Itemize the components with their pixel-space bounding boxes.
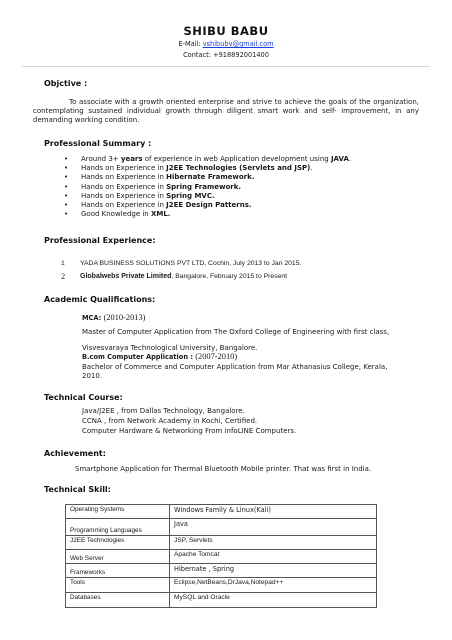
company-name: YADA BUSINESS SOLUTIONS PVT LTD [80, 260, 205, 267]
degree-bcom [82, 352, 420, 382]
table-row [66, 519, 377, 536]
table-row [66, 593, 377, 608]
degree-line: Visvesvaraya Technological University, Bangalore. [82, 344, 258, 352]
table-row [66, 505, 377, 519]
skill-value: Eclipse,NetBeans,DrJava,Notepad++ [170, 578, 377, 593]
academic-heading: Academic Qualifications: [44, 295, 156, 304]
table-row [66, 578, 377, 593]
degree-years: (2010-2013) [103, 313, 146, 322]
skill-category: Databases [66, 593, 170, 608]
resume-header [0, 24, 452, 60]
skill-value: JSP, Servlets [170, 536, 377, 550]
degree-line: Bachelor of Commerce and Computer Application from Mar Athanasius College, Kerala, [82, 362, 388, 371]
objective-heading: Objctive : [44, 79, 88, 88]
achievement-text: Smartphone Application for Thermal Bluetooth Mobile printer. That was first in India. [75, 465, 372, 473]
skill-value: Windows Family & Linux(Kali) [170, 505, 377, 519]
degree-line: 2010. [82, 372, 103, 381]
skill-category: Frameworks [66, 564, 170, 578]
table-row [66, 550, 377, 564]
skill-category: J2EE Technologies [66, 536, 170, 550]
email-line [0, 40, 452, 49]
list-item: • Hands on Experience in Spring MVC. [64, 192, 404, 201]
skill-value: Hibernate , Spring [170, 564, 377, 578]
degree-line: Master of Computer Application from The Oxford College of Engineering with first class, [82, 327, 390, 336]
skills-table [65, 504, 377, 608]
experience-number: 2 [61, 272, 66, 281]
experience-heading: Professional Experience: [44, 236, 156, 245]
course-line: Computer Hardware & Networking From infoLINE Computers. [82, 426, 297, 435]
skill-value: Apache Tomcat [170, 550, 377, 564]
course-line: CCNA , from Network Academy in Kochi, Certified. [82, 416, 258, 425]
email-label: E-Mail: [178, 40, 201, 48]
contact-label: Contact: [183, 51, 211, 59]
list-item: • Hands on Experience in J2EE Technologies (Servlets and JSP). [64, 164, 404, 173]
list-item: • Hands on Experience in Spring Framework. [64, 183, 404, 192]
skill-value: Java [170, 519, 377, 536]
experience-number: 1 [61, 260, 65, 267]
degree-mca [82, 313, 420, 357]
skill-category: Tools [66, 578, 170, 593]
list-item: • Hands on Experience in Hibernate Framework. [64, 173, 404, 182]
company-name: Globalwebs Private Limited [80, 273, 172, 280]
skill-category: Programming Languages [66, 519, 170, 536]
course-line: Java/J2EE , from Dallas Technology, Bangalore. [82, 407, 245, 415]
skill-category: Operating Systems [66, 505, 170, 519]
degree-label: B.com Computer Application : [82, 353, 196, 361]
list-item: • Around 3+ years of experience in web Application development using JAVA. [64, 155, 404, 164]
list-item: • Good Knowledge in XML. [64, 210, 404, 219]
summary-heading: Professional Summary : [44, 139, 152, 148]
list-item: • Hands on Experience in J2EE Design Patterns. [64, 201, 404, 210]
skill-value: MySQL and Oracle [170, 593, 377, 608]
skill-category: Web Server [66, 550, 170, 564]
objective-text: To associate with a growth oriented enterprise and strive to achieve the goals of the organization, contemplating sustained individual growth through diligent smart work and self- improvement, in any demanding working condition. [33, 98, 419, 125]
candidate-name: SHIBU BABU [183, 24, 269, 38]
resume-page: SHIBU BABU E-Mail: vshibubv@gmail.com Contact: +918892001400 Objctive : To associate with a growth oriented enterprise and strive to achieve the goals of the organization, contemplating sustained individual growth through diligent smart work and self- improvement, in any demanding working condition. Professional Summary : • Around 3+ years of experience in web Application development using JAVA. • Hands on Experience in J2EE Technologies (Servlets and JSP). • Hands on Experience in Hibernate Framework. • Hands on Experience in Spring Framework. • Hands on Experience in Spring MVC. • Hands on Experience in J2EE Design Patterns. • Good Knowledge in XML. Professional Experience: 1 YADA BUSINESS SOLUTIONS PVT LTD, Cochin, July 2013 to Jan 2015. 2 Globalwebs Private Limited, Bangalore, February 2015 to Present Academic Qualifications: MCA: (2010-2013) Master of Computer Application from The Oxford College of Engineering with first class, Visvesvaraya Technological University, Bangalore. B.com Computer Application : (2007-2010) Bachelor of Commerce and Computer Application from Mar Athanasius College, Kerala, 2010. Technical Course: Java/J2EE , from Dallas Technology, Bangalore. CCNA , from Network Academy in Kochi, Certified. Computer Hardware & Networking From infoLINE Computers. Achievement: Smartphone Application for Thermal Bluetooth Mobile printer. That was first in India. Technical Skill: Operating Systems Windows Family & Linux(Kali) Programming Languages Java J2EE Technologies JSP, Servlets Web Server Apache Tomcat Frameworks Hibernate , Spring Tools Eclipse,NetBeans,DrJava,Notepad++ Databases MySQL and Oracle [0, 0, 452, 640]
course-list [82, 407, 296, 436]
skills-heading: Technical Skill: [44, 485, 111, 494]
contact-line [0, 51, 452, 60]
email-link[interactable]: vshibubv@gmail.com [202, 40, 274, 48]
degree-label: MCA: [82, 314, 104, 322]
contact-number: +918892001400 [213, 51, 269, 59]
table-row [66, 536, 377, 550]
degree-years: (2007-2010) [195, 352, 238, 361]
header-divider [22, 66, 430, 67]
table-row [66, 564, 377, 578]
summary-list [64, 155, 404, 219]
achievement-heading: Achievement: [44, 449, 106, 458]
course-heading: Technical Course: [44, 393, 123, 402]
